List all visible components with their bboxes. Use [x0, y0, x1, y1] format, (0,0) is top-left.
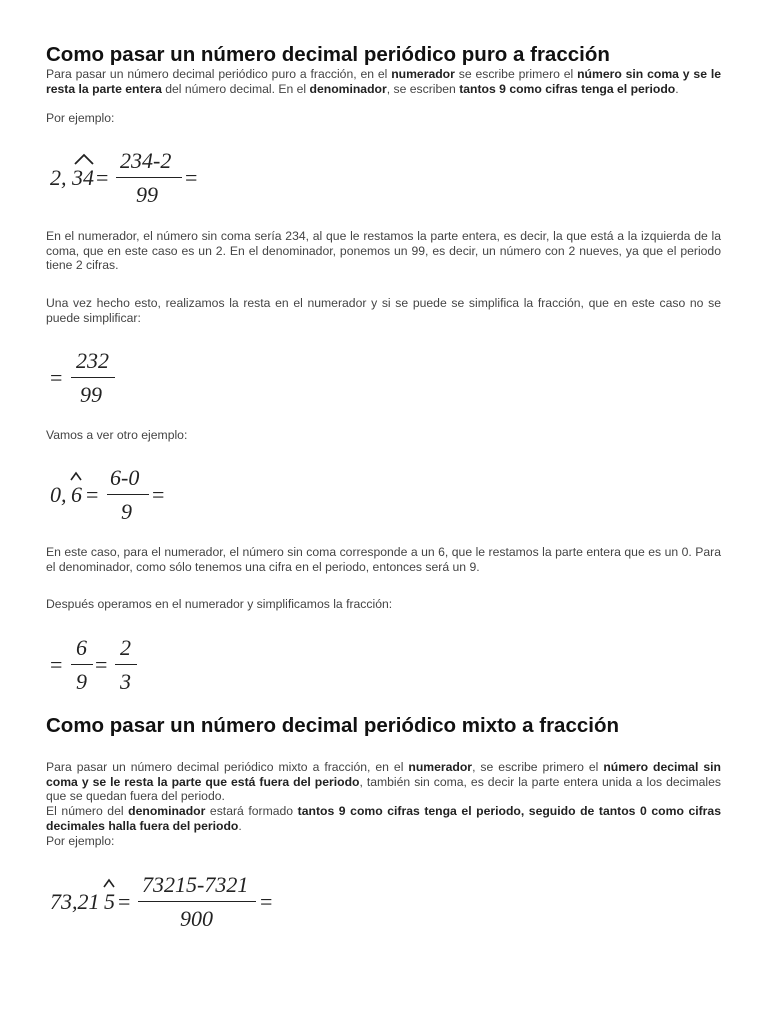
fraction-denominator: 99: [80, 382, 102, 407]
formula-equals: =: [95, 652, 108, 677]
formula-example-1: [46, 145, 246, 215]
fraction-denominator: 900: [180, 906, 213, 931]
formula-equals: =: [185, 165, 198, 190]
fraction-denominator: 9: [121, 499, 132, 524]
formula-equals: =: [260, 889, 273, 914]
formula-integer: 73,21: [50, 889, 100, 914]
rule-paragraph-pure: Para pasar un número decimal periódico puro a fracción, en el numerador se escribe primero el número sin coma y se le resta la parte entera del número decimal. En el denominador, se escriben tantos 9 como cifras tenga el periodo.: [46, 67, 721, 96]
fraction-bar: [138, 901, 256, 902]
period-hat-mark: [73, 153, 95, 165]
section-title-mixed: Como pasar un número decimal periódico mixto a fracción: [46, 714, 619, 737]
fraction-bar: [116, 177, 182, 178]
fraction-numerator: 232: [76, 348, 109, 373]
fraction-denominator: 3: [120, 669, 131, 694]
fraction-bar: [71, 377, 115, 378]
rule-paragraph-mixed: Para pasar un número decimal periódico mixto a fracción, en el numerador, se escribe primero el número decimal sin coma y se le resta la parte que está fuera del periodo, también sin coma, es decir la parte entera unida a los decimales que se quedan fuera del periodo.: [46, 760, 721, 804]
section-title-pure: Como pasar un número decimal periódico puro a fracción: [46, 43, 610, 66]
explanation-paragraph: Después operamos en el numerador y simplificamos la fracción:: [46, 597, 393, 611]
formula-period: 5: [104, 889, 115, 914]
rule-paragraph-mixed-denominator: El número del denominador estará formado tantos 9 como cifras tenga el periodo, seguido de tantos 0 como cifras decimales halla fuera del periodo.: [46, 804, 721, 833]
formula-example-3: [46, 870, 306, 940]
fraction-bar: [115, 664, 137, 665]
formula-result-1: [46, 345, 166, 409]
formula-equals: =: [86, 482, 99, 507]
fraction-numerator: 73215-7321: [142, 872, 249, 897]
formula-integer: 0,: [50, 482, 67, 507]
example-label: Por ejemplo:: [46, 111, 115, 125]
example-label: Vamos a ver otro ejemplo:: [46, 428, 188, 442]
explanation-paragraph: Una vez hecho esto, realizamos la resta en el numerador y si se puede se simplifica la fracción, que en este caso no se puede simplificar:: [46, 296, 721, 325]
fraction-numerator: 2: [120, 635, 131, 660]
fraction-denominator: 9: [76, 669, 87, 694]
fraction-bar: [71, 664, 93, 665]
period-hat-mark: [70, 471, 82, 481]
fraction-numerator: 6: [76, 635, 87, 660]
formula-integer: 2,: [50, 165, 67, 190]
fraction-denominator: 99: [136, 182, 158, 207]
example-label: Por ejemplo:: [46, 834, 115, 848]
formula-example-2: [46, 465, 186, 533]
fraction-numerator: 6-0: [110, 465, 140, 490]
fraction-numerator: 234-2: [120, 148, 172, 173]
formula-result-2: [46, 635, 166, 701]
formula-equals: =: [50, 365, 63, 390]
formula-equals: =: [118, 889, 131, 914]
explanation-paragraph: En este caso, para el numerador, el número sin coma corresponde a un 6, que le restamos la parte entera que es un 0. Para el denominador, como sólo tenemos una cifra en el periodo, entonces será un 9.: [46, 545, 721, 574]
period-hat-mark: [103, 878, 115, 888]
formula-period: 34: [72, 165, 94, 190]
explanation-paragraph: En el numerador, el número sin coma sería 234, al que le restamos la parte entera, es decir, la que está a la izquierda de la coma, que en este caso es un 2. En el denominador, ponemos un 99, es decir, un número con 2 nueves, ya que el periodo tiene 2 cifras.: [46, 229, 721, 273]
formula-equals: =: [152, 482, 165, 507]
formula-period: 6: [71, 482, 82, 507]
formula-equals: =: [96, 165, 109, 190]
formula-equals: =: [50, 652, 63, 677]
fraction-bar: [107, 494, 149, 495]
